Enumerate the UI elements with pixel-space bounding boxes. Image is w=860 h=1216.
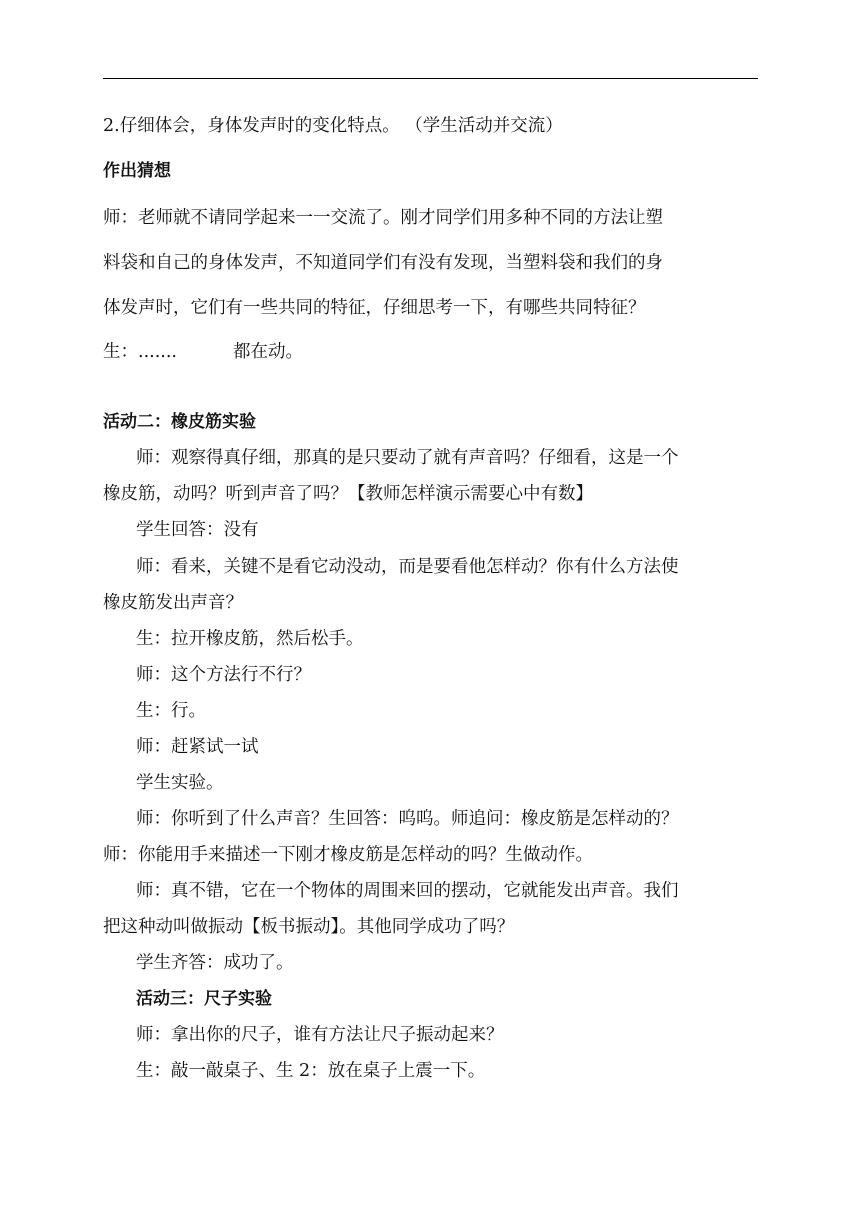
text-line: 2.仔细体会，身体发声时的变化特点。 （学生活动并交流） <box>103 116 563 136</box>
student-prefix: 生：....... <box>103 342 177 362</box>
text-line: 师：这个方法行不行？ <box>136 665 311 685</box>
text-line: 生：敲一敲桌子、生 2：放在桌子上震一下。 <box>136 1061 486 1081</box>
section-heading: 活动二：橡皮筋实验 <box>103 412 256 432</box>
text-line: 师：老师就不请同学起来一一交流了。刚才同学们用多种不同的方法让塑 <box>103 208 663 228</box>
text-line: 师：赶紧试一试 <box>136 737 259 757</box>
text-line: 师：你听到了什么声音？生回答：呜呜。师追问：橡皮筋是怎样动的？ <box>136 809 679 829</box>
text-line: 师：拿出你的尺子，谁有方法让尺子振动起来？ <box>136 1025 504 1045</box>
text-line: 师：看来，关键不是看它动没动，而是要看他怎样动？你有什么方法使 <box>136 557 679 577</box>
text-line: 把这种动叫做振动【板书振动】。其他同学成功了吗？ <box>103 917 515 937</box>
text-line: 师：观察得真仔细，那真的是只要动了就有声音吗？仔细看，这是一个 <box>136 448 679 468</box>
text-line: 体发声时，它们有一些共同的特征，仔细思考一下，有哪些共同特征？ <box>103 298 646 318</box>
text-line: 橡皮筋发出声音？ <box>103 593 243 613</box>
text-line: 师：真不错，它在一个物体的周围来回的摆动，它就能发出声音。我们 <box>136 881 679 901</box>
text-line: 学生齐答：成功了。 <box>136 953 294 973</box>
section-heading: 活动三：尺子实验 <box>136 989 272 1009</box>
text-line <box>103 340 763 364</box>
text-line: 橡皮筋，动吗？听到声音了吗？【教师怎样演示需要心中有数】 <box>103 484 593 504</box>
text-line: 学生回答：没有 <box>136 520 259 540</box>
header-rule <box>103 78 758 79</box>
text-line: 料袋和自己的身体发声，不知道同学们有没有发现，当塑料袋和我们的身 <box>103 253 663 273</box>
text-line: 生：拉开橡皮筋，然后松手。 <box>136 629 364 649</box>
text-line: 学生实验。 <box>136 773 224 793</box>
section-heading: 作出猜想 <box>103 161 171 181</box>
text-line: 师：你能用手来描述一下刚才橡皮筋是怎样动的吗？生做动作。 <box>103 845 593 865</box>
student-answer: 都在动。 <box>232 342 303 362</box>
text-line: 生：行。 <box>136 701 206 721</box>
